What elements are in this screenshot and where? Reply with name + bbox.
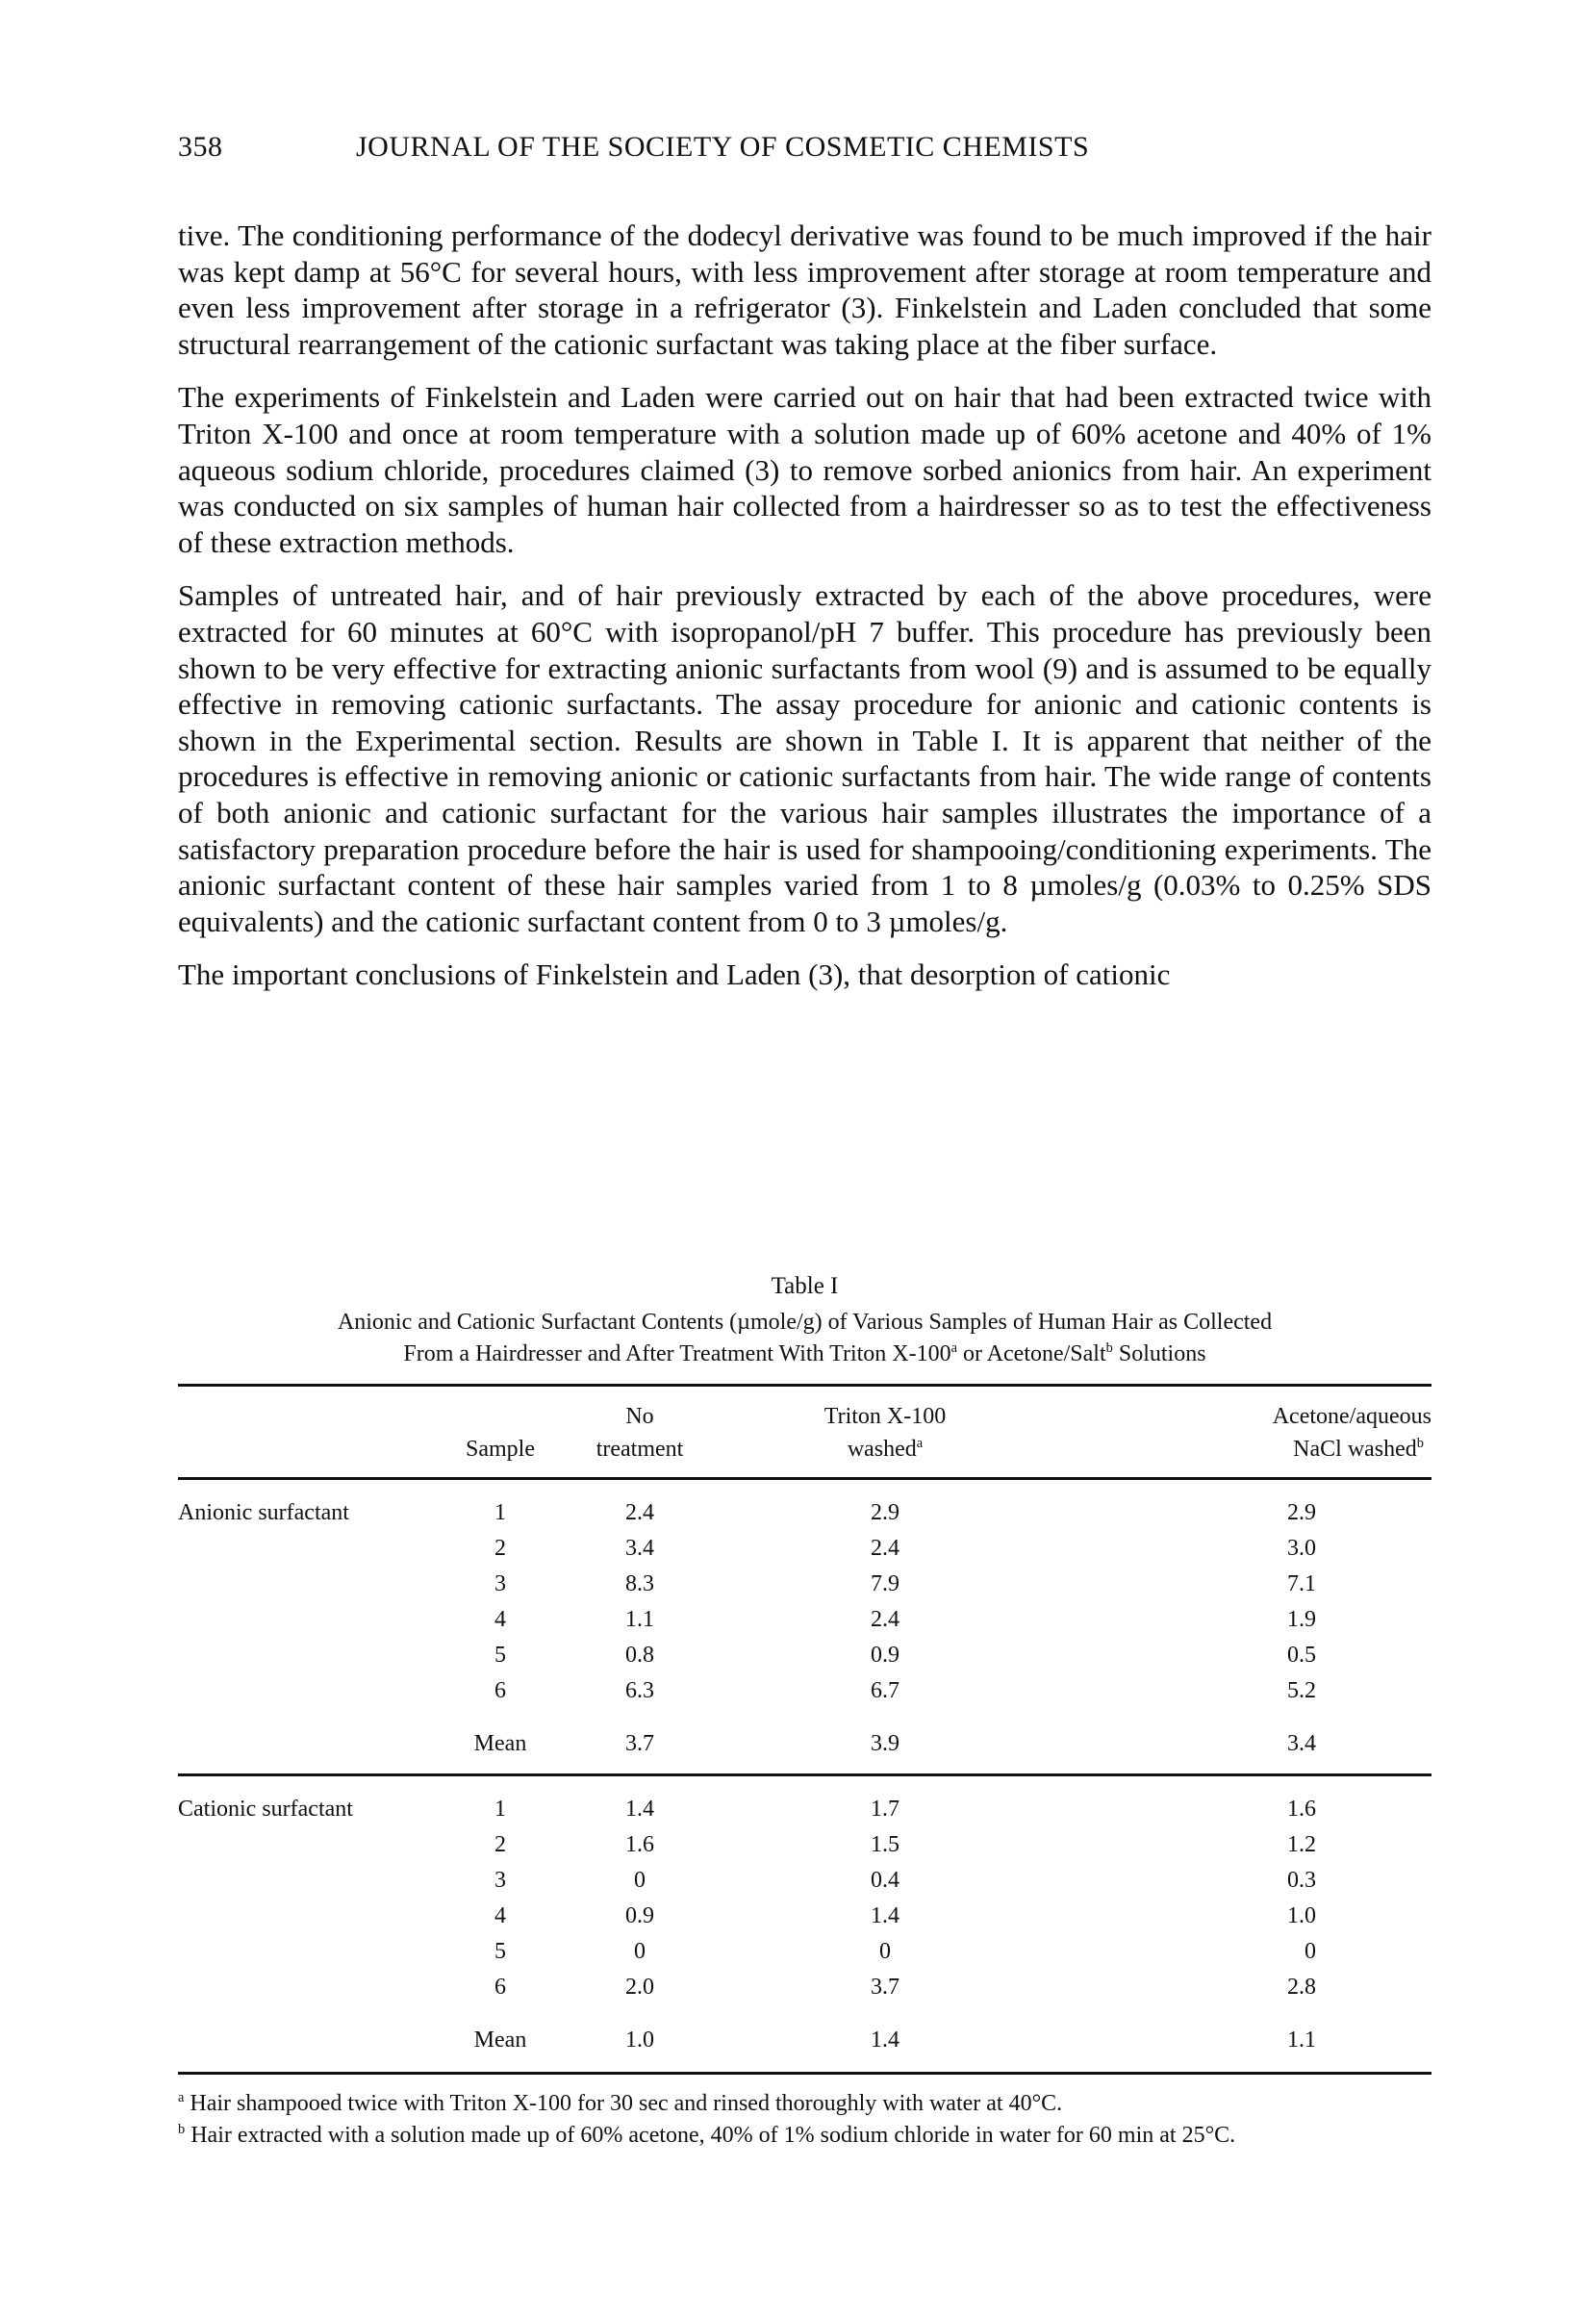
cell-no-treatment: 0 bbox=[634, 1868, 646, 1893]
mean-label: Mean bbox=[473, 1731, 527, 1756]
header-triton bbox=[717, 1387, 1092, 1477]
table-row bbox=[178, 1934, 1431, 1970]
row-group-label bbox=[178, 1827, 438, 1863]
cell-sample: 1 bbox=[494, 1797, 506, 1822]
table-title: Table I bbox=[771, 1273, 839, 1299]
row-group-label bbox=[178, 1602, 438, 1638]
header-text: No bbox=[625, 1404, 654, 1429]
caption-text: Solutions bbox=[1112, 1341, 1206, 1366]
cell-no-treatment: 2.0 bbox=[625, 1975, 654, 2000]
table-row bbox=[178, 1673, 1431, 1709]
table-caption bbox=[178, 1307, 1431, 1370]
cell-triton: 1.7 bbox=[871, 1797, 899, 1822]
anionic-group bbox=[178, 1479, 1431, 1774]
cell-sample: 6 bbox=[494, 1678, 506, 1703]
row-group-label bbox=[178, 1934, 438, 1970]
surfactant-table bbox=[178, 1387, 1431, 2075]
page-number: 358 bbox=[178, 131, 223, 163]
body-text bbox=[178, 217, 1431, 1010]
cell-no-treatment: 1.4 bbox=[625, 1797, 654, 1822]
cell-triton: 0.9 bbox=[871, 1643, 899, 1668]
cell-triton: 7.9 bbox=[871, 1571, 899, 1596]
cell-triton: 0.4 bbox=[871, 1868, 899, 1893]
cell-acetone: 5.2 bbox=[1287, 1678, 1316, 1703]
row-group-label bbox=[178, 1899, 438, 1934]
paragraph-samples: Samples of untreated hair, and of hair previously extracted by each of the above procedures, were extracted for 60 minutes at 60°C with isopropanol/pH 7 buffer. This procedure has previously been shown to be very effective for extracting anionic surfactants from wool (9) and is assumed to be equally effective in removing cationic surfactants. The assay procedure for anionic and cationic contents is shown in the Experimental section. Results are shown in Table I. It is apparent that neither of the procedures is effective in removing anionic or cationic surfactants from hair. The wide range of contents of both anionic and cationic surfactant for the various hair samples illustrates the importance of a satisfactory preparation procedure before the hair is used for shampooing/conditioning experiments. The anionic surfactant content of these hair samples varied from 1 to 8 µmoles/g (0.03% to 0.25% SDS equivalents) and the cationic surfactant content from 0 to 3 µmoles/g. bbox=[178, 578, 1431, 938]
cell-sample: 4 bbox=[494, 1903, 506, 1928]
journal-title: JOURNAL OF THE SOCIETY OF COSMETIC CHEMISTS bbox=[356, 131, 1090, 163]
cell-acetone: 0 bbox=[1305, 1939, 1316, 1964]
cell-triton: 1.5 bbox=[871, 1832, 899, 1857]
header-text bbox=[717, 1433, 1053, 1466]
header-sample: Sample bbox=[466, 1437, 535, 1462]
cell-sample: 6 bbox=[494, 1975, 506, 2000]
cell-triton: 6.7 bbox=[871, 1678, 899, 1703]
table-row bbox=[178, 1479, 1431, 1532]
cell-sample: 1 bbox=[494, 1500, 506, 1525]
cell-no-treatment: 1.1 bbox=[625, 1607, 654, 1632]
cell-no-treatment: 8.3 bbox=[625, 1571, 654, 1596]
mean-label: Mean bbox=[473, 2028, 527, 2053]
caption-text: From a Hairdresser and After Treatment With Triton X-100 bbox=[403, 1341, 951, 1366]
row-group-label bbox=[178, 1531, 438, 1567]
cell-acetone: 0.5 bbox=[1287, 1643, 1316, 1668]
row-group-label: Anionic surfactant bbox=[178, 1500, 349, 1525]
paragraph-conclusions: The important conclusions of Finkelstein and Laden (3), that desorption of cationic bbox=[178, 957, 1171, 992]
cell-sample: 5 bbox=[494, 1643, 506, 1668]
row-group-label: Cationic surfactant bbox=[178, 1797, 353, 1822]
table-caption-line-1: Anionic and Cationic Surfactant Contents (µmole/g) of Various Samples of Human Hair as Collected bbox=[337, 1310, 1273, 1335]
header-text: treatment bbox=[595, 1437, 684, 1462]
cell-no-treatment: 1.6 bbox=[625, 1832, 654, 1857]
mean-acetone: 3.4 bbox=[1287, 1731, 1316, 1756]
table-row bbox=[178, 1899, 1431, 1934]
cell-no-treatment: 0.8 bbox=[625, 1643, 654, 1668]
footnote-ref-b: b bbox=[1416, 1436, 1424, 1451]
table-row bbox=[178, 1775, 1431, 1828]
row-group-label bbox=[178, 1970, 438, 2005]
cell-triton: 2.4 bbox=[871, 1607, 899, 1632]
header-text: washed bbox=[847, 1437, 917, 1462]
table-row bbox=[178, 1567, 1431, 1602]
header-no-treatment bbox=[563, 1387, 717, 1477]
footnote-ref-a: a bbox=[950, 1340, 958, 1356]
mean-spacer bbox=[178, 2005, 438, 2072]
cell-acetone: 2.9 bbox=[1287, 1500, 1316, 1525]
cell-acetone: 1.2 bbox=[1287, 1832, 1316, 1857]
footnote-a bbox=[178, 2088, 1431, 2120]
cell-sample: 5 bbox=[494, 1939, 506, 1964]
table-footnotes bbox=[178, 2088, 1431, 2152]
mean-spacer bbox=[178, 1709, 438, 1773]
footnote-mark: b bbox=[178, 2122, 186, 2137]
mean-no-treatment: 1.0 bbox=[625, 2028, 654, 2053]
cell-no-treatment: 6.3 bbox=[625, 1678, 654, 1703]
header-text: NaCl washed bbox=[1293, 1437, 1417, 1462]
cell-triton: 0 bbox=[879, 1939, 891, 1964]
cell-triton: 3.7 bbox=[871, 1975, 899, 2000]
footnote-ref-b: b bbox=[1105, 1340, 1113, 1356]
footnote-b bbox=[178, 2120, 1431, 2152]
table-row bbox=[178, 1970, 1431, 2005]
footnote-text: Hair extracted with a solution made up of 60% acetone, 40% of 1% sodium chloride in water for 60 min at 25°C. bbox=[185, 2123, 1236, 2148]
cell-acetone: 1.0 bbox=[1287, 1903, 1316, 1928]
cell-acetone: 1.6 bbox=[1287, 1797, 1316, 1822]
mean-triton: 3.9 bbox=[871, 1731, 899, 1756]
header-text: Triton X-100 bbox=[823, 1404, 947, 1429]
cell-no-treatment: 2.4 bbox=[625, 1500, 654, 1525]
table-caption-line-2 bbox=[178, 1339, 1431, 1370]
cell-triton: 1.4 bbox=[871, 1903, 899, 1928]
row-group-label bbox=[178, 1863, 438, 1899]
mean-row bbox=[178, 1709, 1431, 1773]
cell-no-treatment: 0 bbox=[634, 1939, 646, 1964]
mean-triton: 1.4 bbox=[871, 2028, 899, 2053]
table-i bbox=[178, 1272, 1431, 2152]
table-header-row bbox=[178, 1387, 1431, 1477]
cell-sample: 2 bbox=[494, 1832, 506, 1857]
footnote-ref-a: a bbox=[916, 1436, 924, 1451]
mean-row bbox=[178, 2005, 1431, 2072]
cell-acetone: 0.3 bbox=[1287, 1868, 1316, 1893]
cell-triton: 2.9 bbox=[871, 1500, 899, 1525]
table-row bbox=[178, 1602, 1431, 1638]
mean-no-treatment: 3.7 bbox=[625, 1731, 654, 1756]
paragraph-experiments: The experiments of Finkelstein and Laden were carried out on hair that had been extracted twice with Triton X-100 and once at room temperature with a solution made up of 60% acetone and 40% of 1% aqueous sodium chloride, procedures claimed (3) to remove sorbed anionics from hair. An experiment was conducted on six samples of human hair collected from a hairdresser so as to test the effectiveness of these extraction methods. bbox=[178, 380, 1431, 559]
table-row bbox=[178, 1863, 1431, 1899]
cell-no-treatment: 0.9 bbox=[625, 1903, 654, 1928]
cell-acetone: 7.1 bbox=[1287, 1571, 1316, 1596]
table-row bbox=[178, 1531, 1431, 1567]
cationic-group bbox=[178, 1775, 1431, 2073]
footnote-mark: a bbox=[178, 2090, 185, 2105]
cell-acetone: 2.8 bbox=[1287, 1975, 1316, 2000]
cell-no-treatment: 3.4 bbox=[625, 1536, 654, 1561]
cell-acetone: 1.9 bbox=[1287, 1607, 1316, 1632]
table-bottom-rule bbox=[178, 2072, 1431, 2074]
paragraph-continuation: tive. The conditioning performance of the dodecyl derivative was found to be much improved if the hair was kept damp at 56°C for several hours, with less improvement after storage at room temperature and even less improvement after storage in a refrigerator (3). Finkelstein and Laden concluded that some structural rearrangement of the cationic surfactant was taking place at the fiber surface. bbox=[178, 218, 1431, 361]
header-acetone bbox=[1092, 1387, 1431, 1477]
mean-acetone: 1.1 bbox=[1287, 2028, 1316, 2053]
header-text: Acetone/aqueous bbox=[1272, 1404, 1431, 1429]
cell-sample: 2 bbox=[494, 1536, 506, 1561]
row-group-label bbox=[178, 1638, 438, 1673]
footnote-text: Hair shampooed twice with Triton X-100 for 30 sec and rinsed thoroughly with water at 40°C. bbox=[184, 2091, 1063, 2116]
row-group-label bbox=[178, 1567, 438, 1602]
cell-acetone: 3.0 bbox=[1287, 1536, 1316, 1561]
table-row bbox=[178, 1638, 1431, 1673]
cell-sample: 4 bbox=[494, 1607, 506, 1632]
cell-sample: 3 bbox=[494, 1571, 506, 1596]
header-group bbox=[178, 1387, 438, 1477]
cell-sample: 3 bbox=[494, 1868, 506, 1893]
row-group-label bbox=[178, 1673, 438, 1709]
cell-triton: 2.4 bbox=[871, 1536, 899, 1561]
table-row bbox=[178, 1827, 1431, 1863]
caption-text: or Acetone/Salt bbox=[957, 1341, 1106, 1366]
header-text bbox=[1092, 1433, 1431, 1466]
